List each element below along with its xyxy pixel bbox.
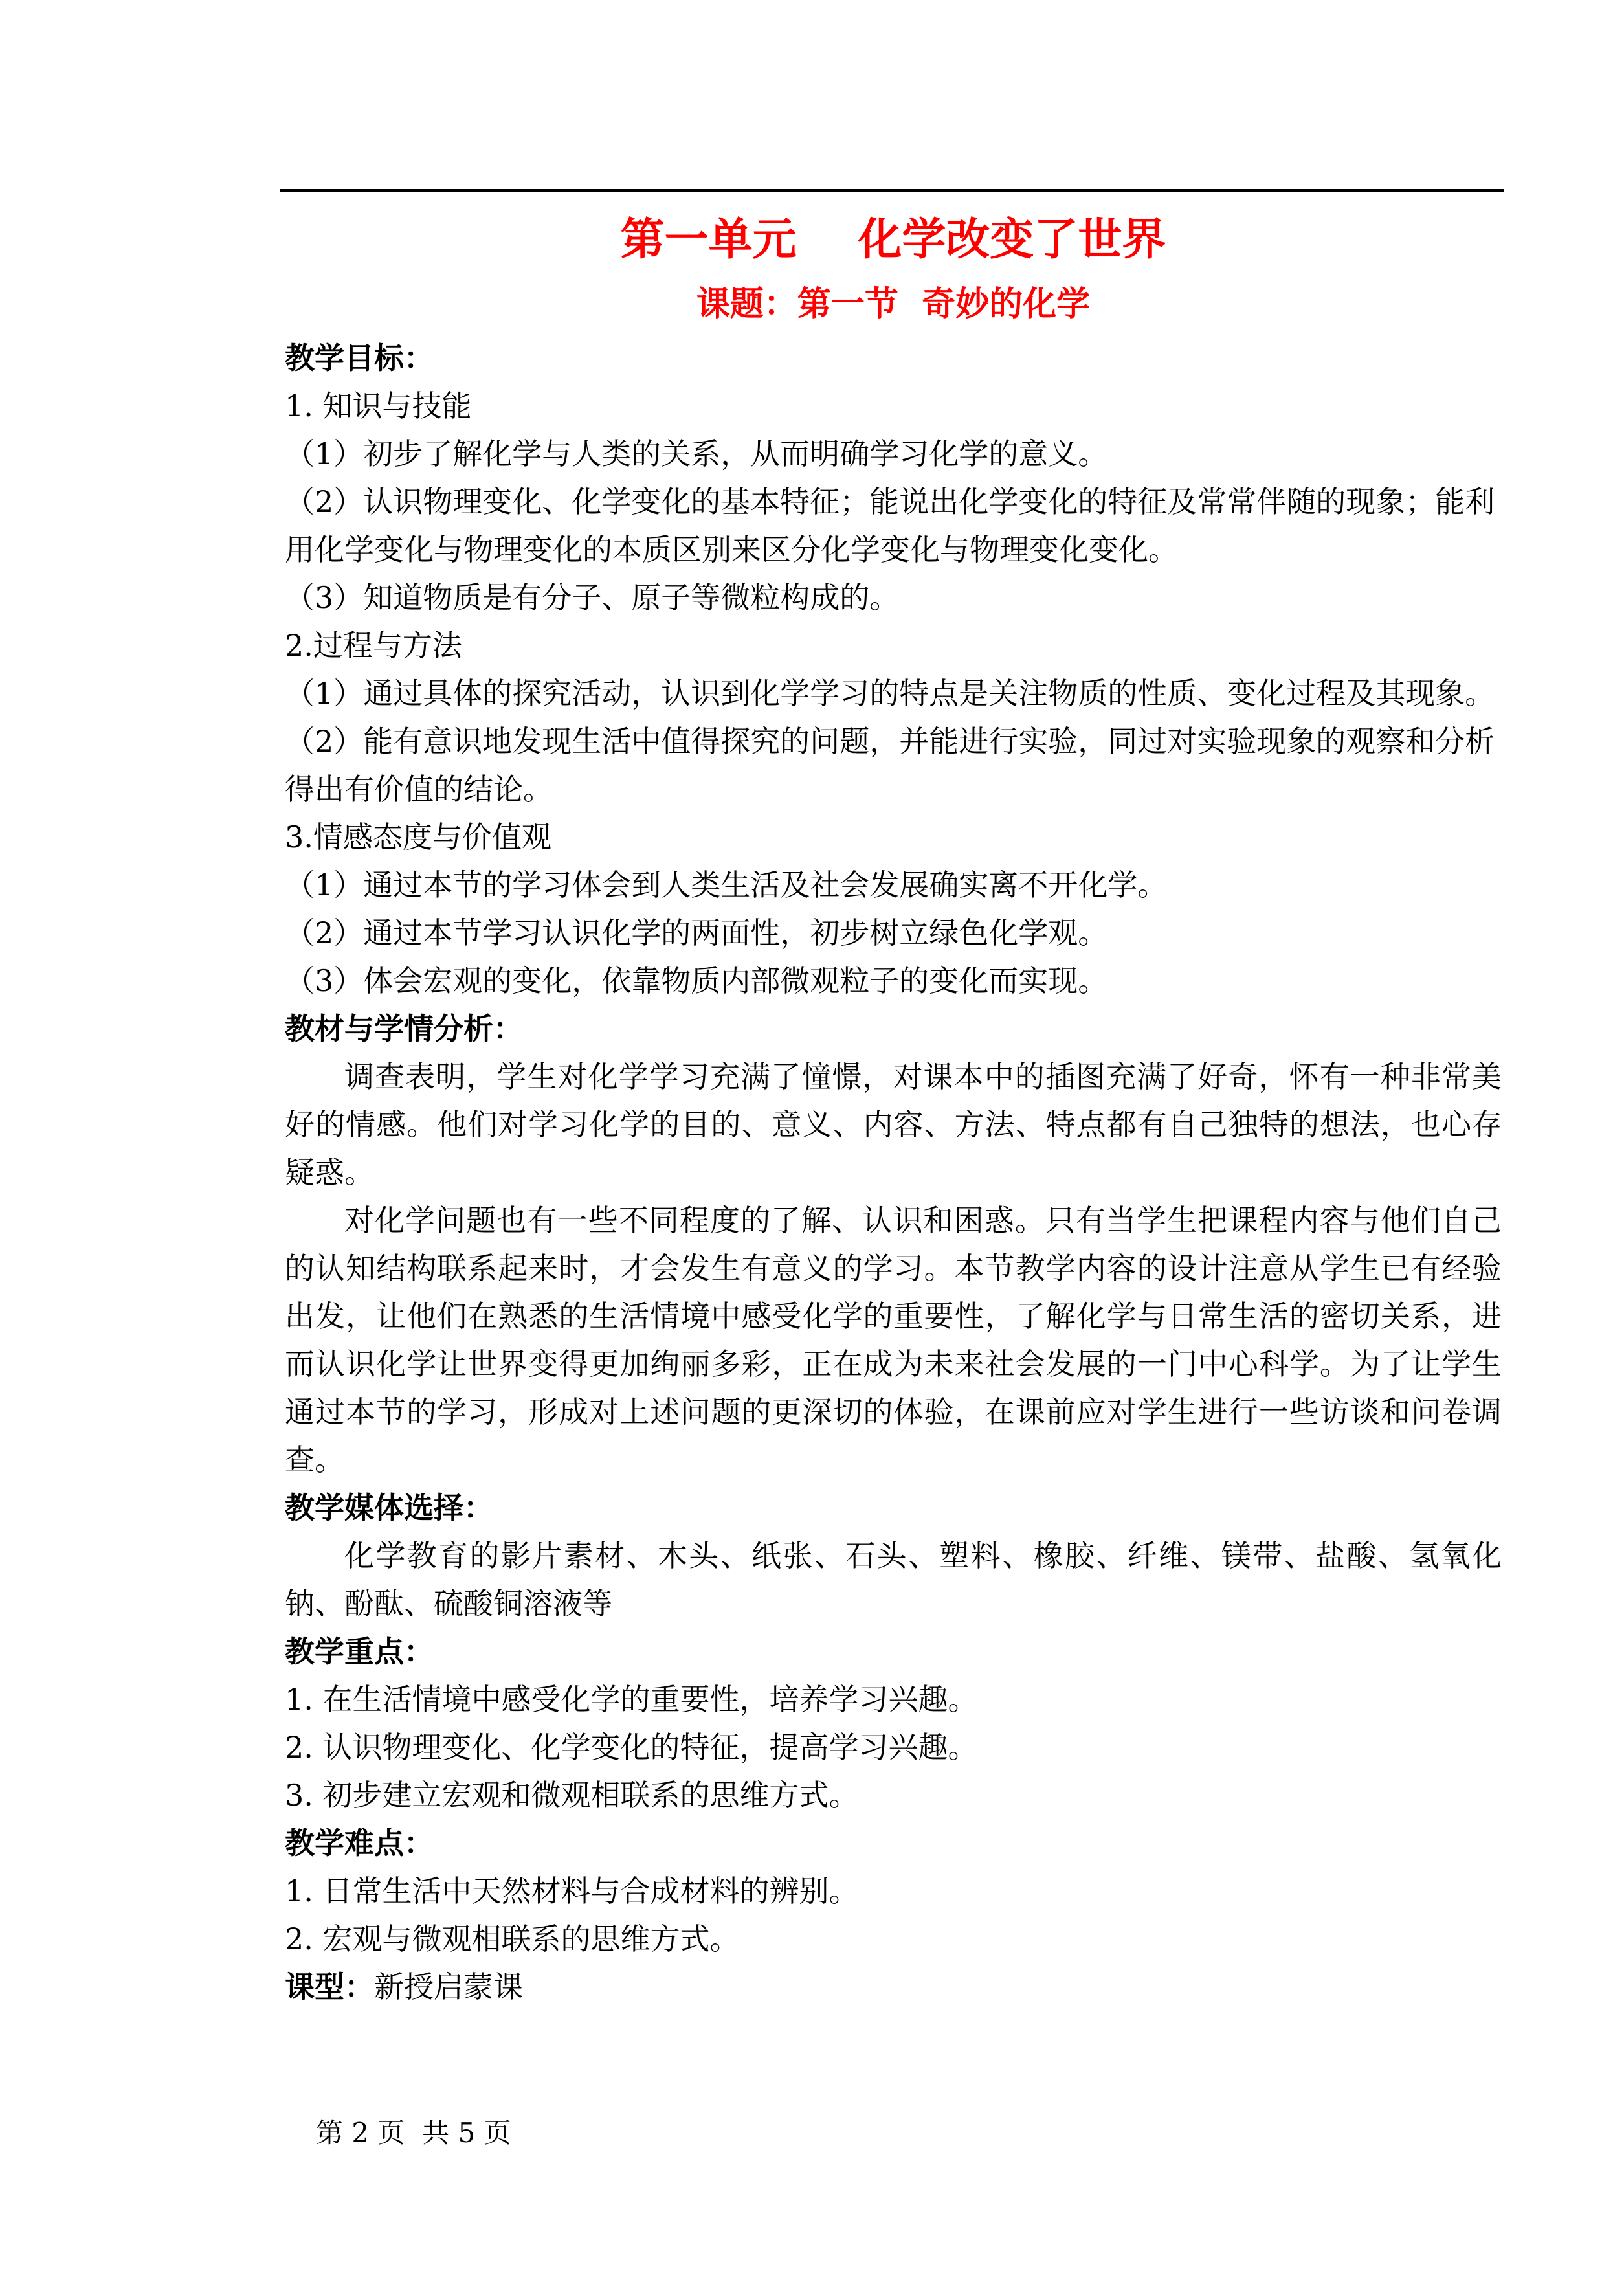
lesson-type-label: 课型：: [285, 1969, 374, 2004]
attitude-item: （2）通过本节学习认识化学的两面性，初步树立绿色化学观。: [285, 915, 1108, 950]
difficulties-heading: 教学难点：: [285, 1826, 434, 1861]
knowledge-item: （2）认识物理变化、化学变化的基本特征；能说出化学变化的特征及常常伴随的现象；能利用化学变化与物理变化的本质区别来区分化学变化与物理变化变化。: [285, 484, 1495, 567]
difficulty-item: 2. 宏观与微观相联系的思维方式。: [285, 1921, 740, 1956]
knowledge-item: （1）初步了解化学与人类的关系，从而明确学习化学的意义。: [285, 436, 1108, 471]
attitude-item: （1）通过本节的学习体会到人类生活及社会发展确实离不开化学。: [285, 867, 1168, 902]
lesson-subtitle: 课题：第一节 奇妙的化学: [696, 284, 1091, 324]
process-item: （1）通过具体的探究活动，认识到化学学习的特点是关注物质的性质、变化过程及其现象。: [285, 676, 1495, 711]
lesson-type: [285, 1963, 1502, 2011]
goals-heading: 教学目标：: [285, 341, 434, 375]
process-item: （2）能有意识地发现生活中值得探究的问题，并能进行实验，同过对实验现象的观察和分析得出有价值的结论。: [285, 724, 1495, 807]
media-paragraph: 化学教育的影片素材、木头、纸张、石头、塑料、橡胶、纤维、镁带、盐酸、氢氧化钠、酚酞、硫酸铜溶液等: [285, 1538, 1502, 1621]
media-heading: 教学媒体选择：: [285, 1490, 493, 1525]
key-points-heading: 教学重点：: [285, 1634, 434, 1669]
analysis-heading: 教材与学情分析：: [285, 1011, 523, 1046]
header-rule: [280, 189, 1504, 192]
key-point-item: 1. 在生活情境中感受化学的重要性，培养学习兴趣。: [285, 1682, 978, 1717]
process-heading: 2.过程与方法: [285, 628, 462, 663]
attitude-heading: 3.情感态度与价值观: [285, 820, 551, 855]
difficulty-item: 1. 日常生活中天然材料与合成材料的辨别。: [285, 1874, 859, 1908]
knowledge-item: （3）知道物质是有分子、原子等微粒构成的。: [285, 580, 900, 615]
knowledge-heading: 1. 知识与技能: [285, 388, 472, 423]
key-point-item: 3. 初步建立宏观和微观相联系的思维方式。: [285, 1778, 859, 1813]
lesson-type-value: 新授启蒙课: [374, 1969, 523, 2004]
page-footer: 第 2 页 共 5 页: [316, 2117, 511, 2149]
document-title: 第一单元 化学改变了世界: [620, 214, 1166, 265]
key-point-item: 2. 认识物理变化、化学变化的特征，提高学习兴趣。: [285, 1730, 978, 1765]
analysis-paragraph: 对化学问题也有一些不同程度的了解、认识和困惑。只有当学生把课程内容与他们自己的认知结构联系起来时，才会发生有意义的学习。本节教学内容的设计注意从学生已有经验出发，让他们在熟悉的生活情境中感受化学的重要性，了解化学与日常生活的密切关系，进而认识化学让世界变得更加绚丽多彩，正在成为未来社会发展的一门中心科学。为了让学生通过本节的学习，形成对上述问题的更深切的体验，在课前应对学生进行一些访谈和问卷调查。: [285, 1203, 1502, 1477]
document-body: [285, 207, 1502, 2011]
analysis-paragraph: 调查表明，学生对化学学习充满了憧憬，对课本中的插图充满了好奇，怀有一种非常美好的情感。他们对学习化学的目的、意义、内容、方法、特点都有自己独特的想法，也心存疑惑。: [285, 1059, 1502, 1190]
attitude-item: （3）体会宏观的变化，依靠物质内部微观粒子的变化而实现。: [285, 963, 1108, 998]
